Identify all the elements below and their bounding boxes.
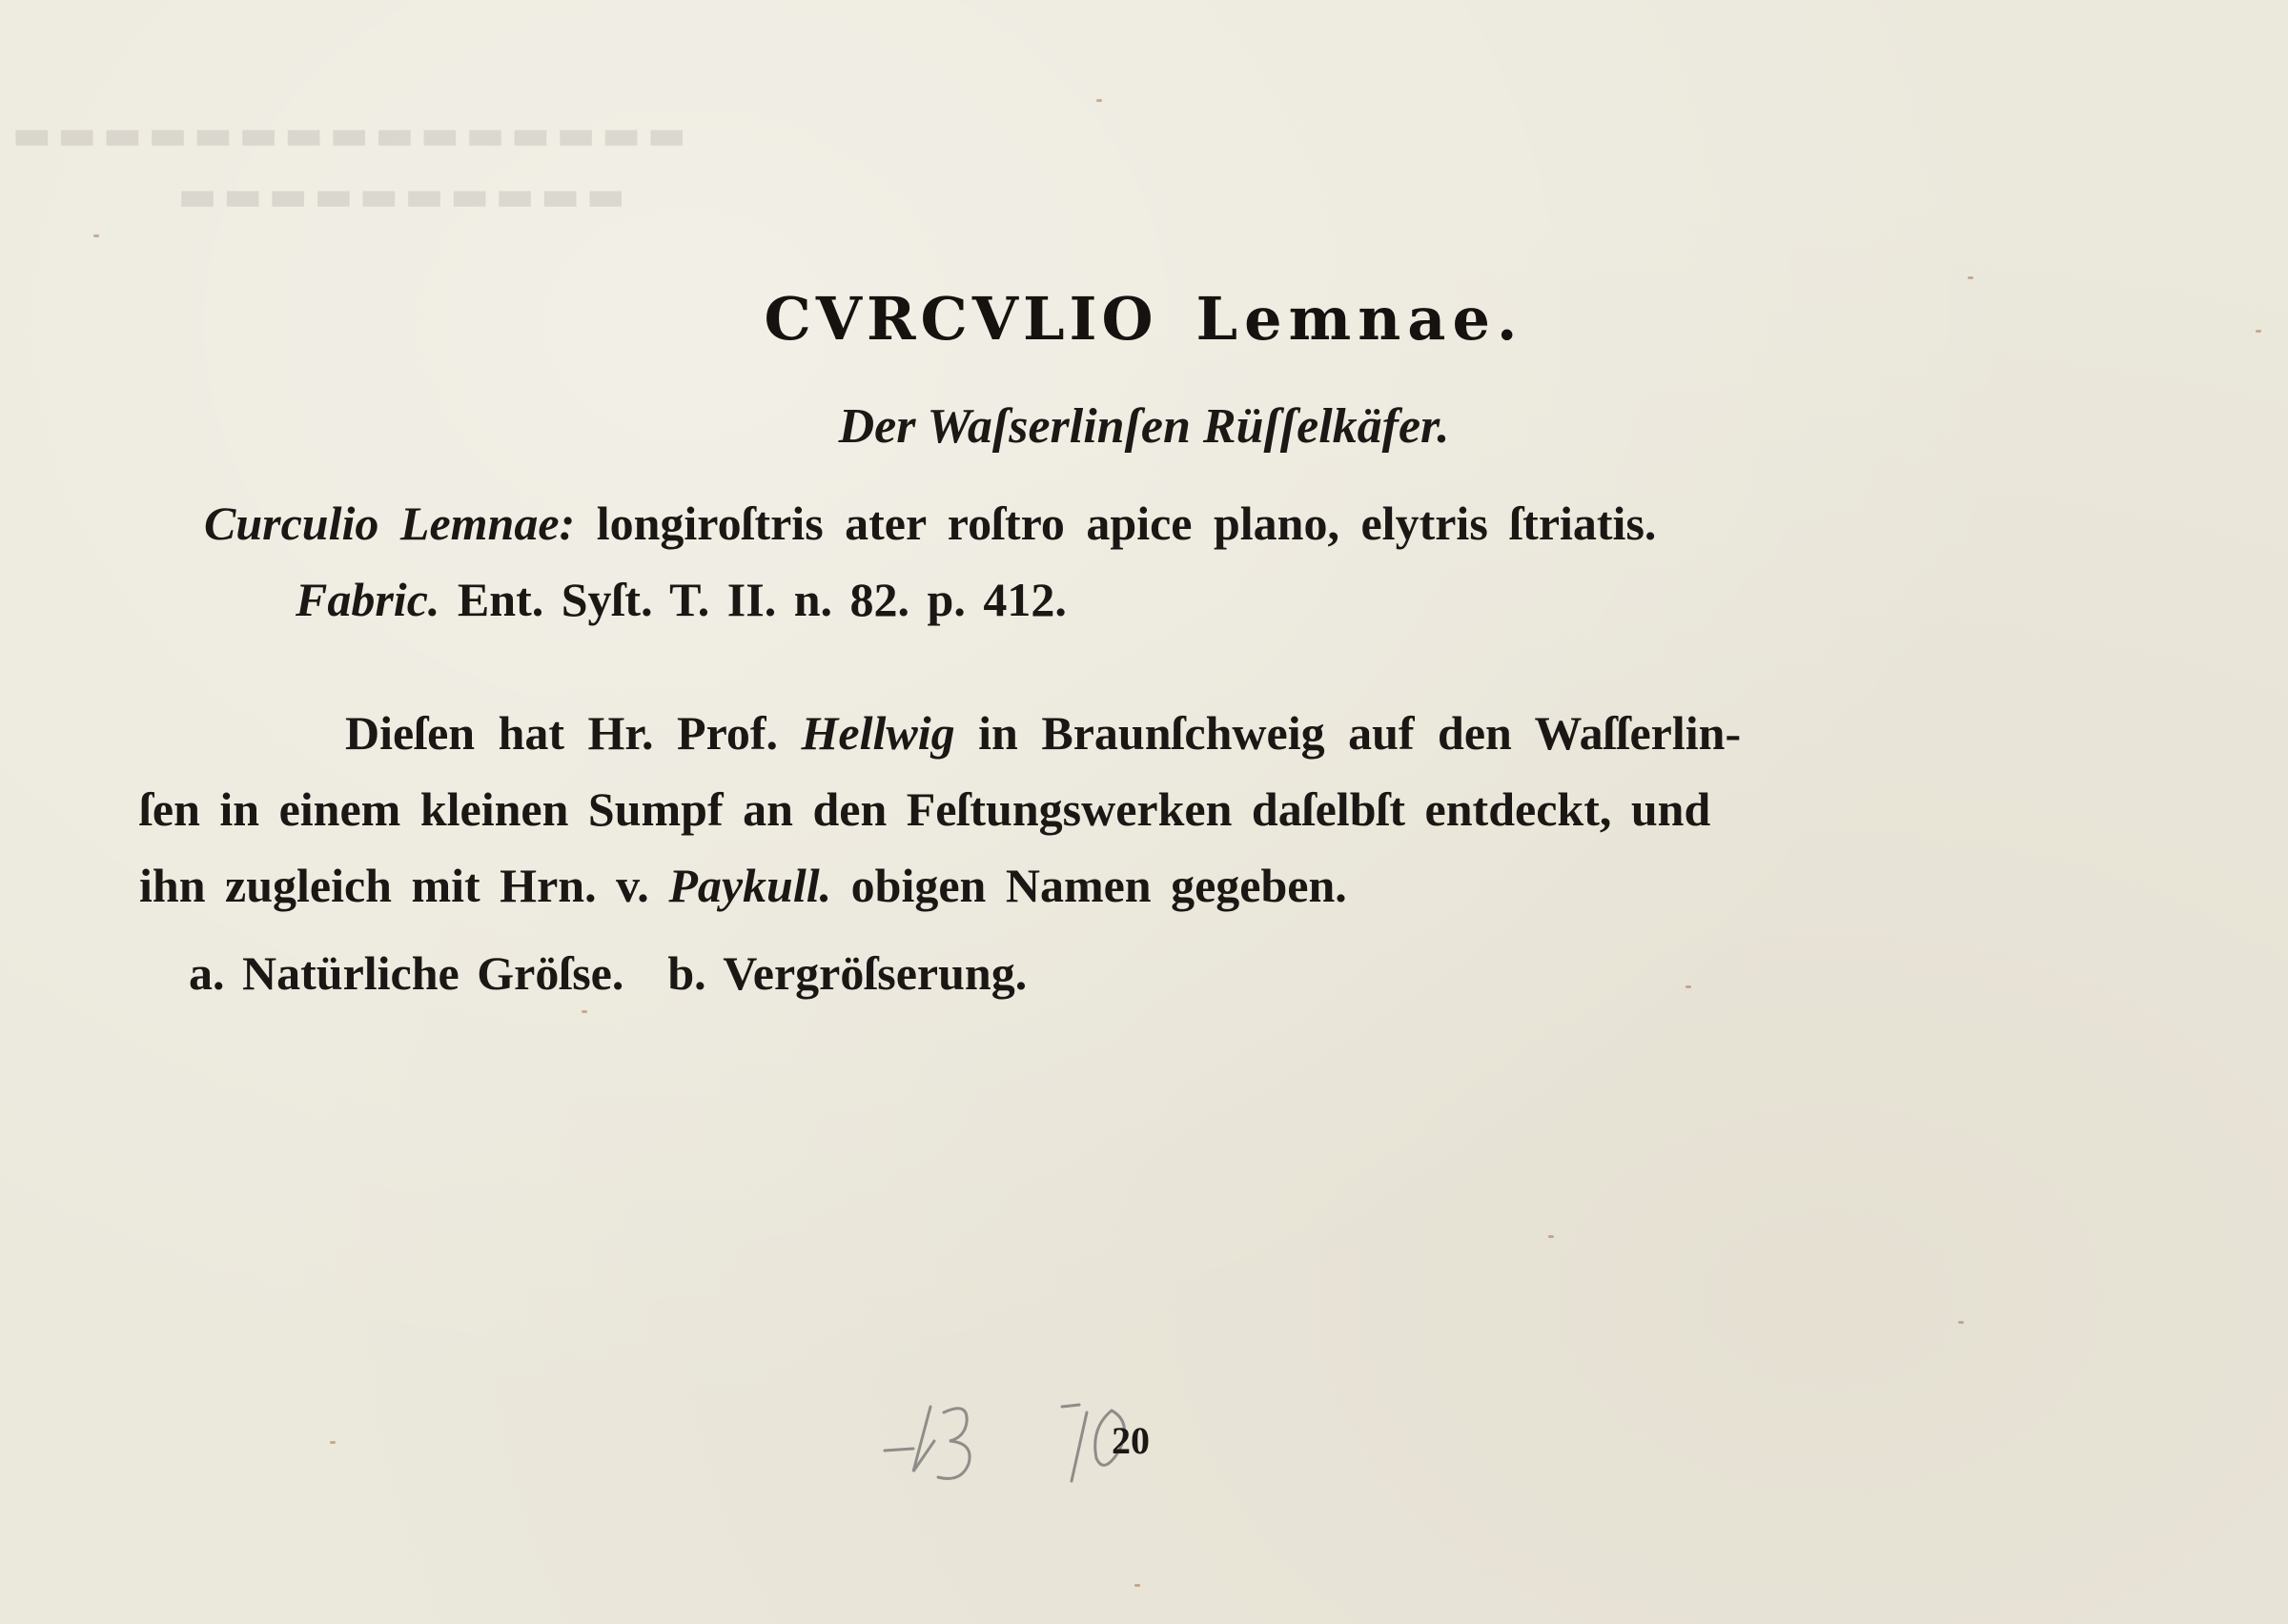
person-name-paykull: Paykull. [668, 859, 832, 912]
paragraph-line-1 [345, 705, 1741, 761]
citation-author: Fabric. [296, 573, 440, 626]
paper-speck [1968, 276, 1973, 279]
paper-speck [330, 1441, 336, 1444]
paragraph-text: obigen Namen gegeben. [850, 859, 1347, 912]
pencil-annotation [875, 1384, 1199, 1498]
citation-ref: Ent. Syſt. T. II. n. 82. p. 412. [457, 573, 1067, 626]
paper-speck [1685, 985, 1691, 988]
figure-legend [189, 945, 1027, 1001]
plate-title [0, 284, 2288, 354]
paragraph-text: ihn zugleich mit Hrn. v. [139, 859, 649, 912]
legend-a: a. Natürliche Gröſse. [189, 946, 624, 1000]
paper-speck [1958, 1321, 1964, 1324]
paragraph-line-3 [139, 858, 1347, 913]
person-name-hellwig: Hellwig [801, 706, 955, 760]
german-common-name: Der Waſserlinſen Rüſſelkäfer. [838, 399, 1450, 454]
diagnosis-text: longiroſtris ater roſtro apice plano, elytris ſtriatis. [596, 497, 1657, 550]
paragraph-text: in Braunſchweig auf den Waſſerlin- [978, 706, 1742, 760]
paper-speck [582, 1010, 587, 1013]
title-species: Lemnae. [1195, 284, 1524, 354]
paragraph-line-2: ſen in einem kleinen Sumpf an den Feſtungswerken daſelbſt entdeckt, und [139, 782, 1711, 836]
page-number: 20 [1112, 1419, 1150, 1462]
diagnosis-line [204, 496, 1656, 551]
paper-speck [2256, 330, 2261, 333]
paper-speck [1548, 1235, 1554, 1238]
paper-speck [93, 234, 99, 237]
paper-speck [1096, 99, 1102, 102]
title-genus: CVRCVLIO [764, 284, 1158, 354]
show-through-text: ▬▬▬▬▬▬▬▬▬▬▬▬▬▬▬ ▬▬▬▬▬▬▬▬▬▬ [6, 111, 686, 220]
legend-b: b. Vergröſserung. [667, 946, 1028, 1000]
citation-line [296, 572, 1067, 627]
paragraph-text: Dieſen hat Hr. Prof. [345, 706, 779, 760]
paper-speck [1134, 1584, 1140, 1587]
diagnosis-name: Curculio Lemnae: [204, 497, 576, 550]
